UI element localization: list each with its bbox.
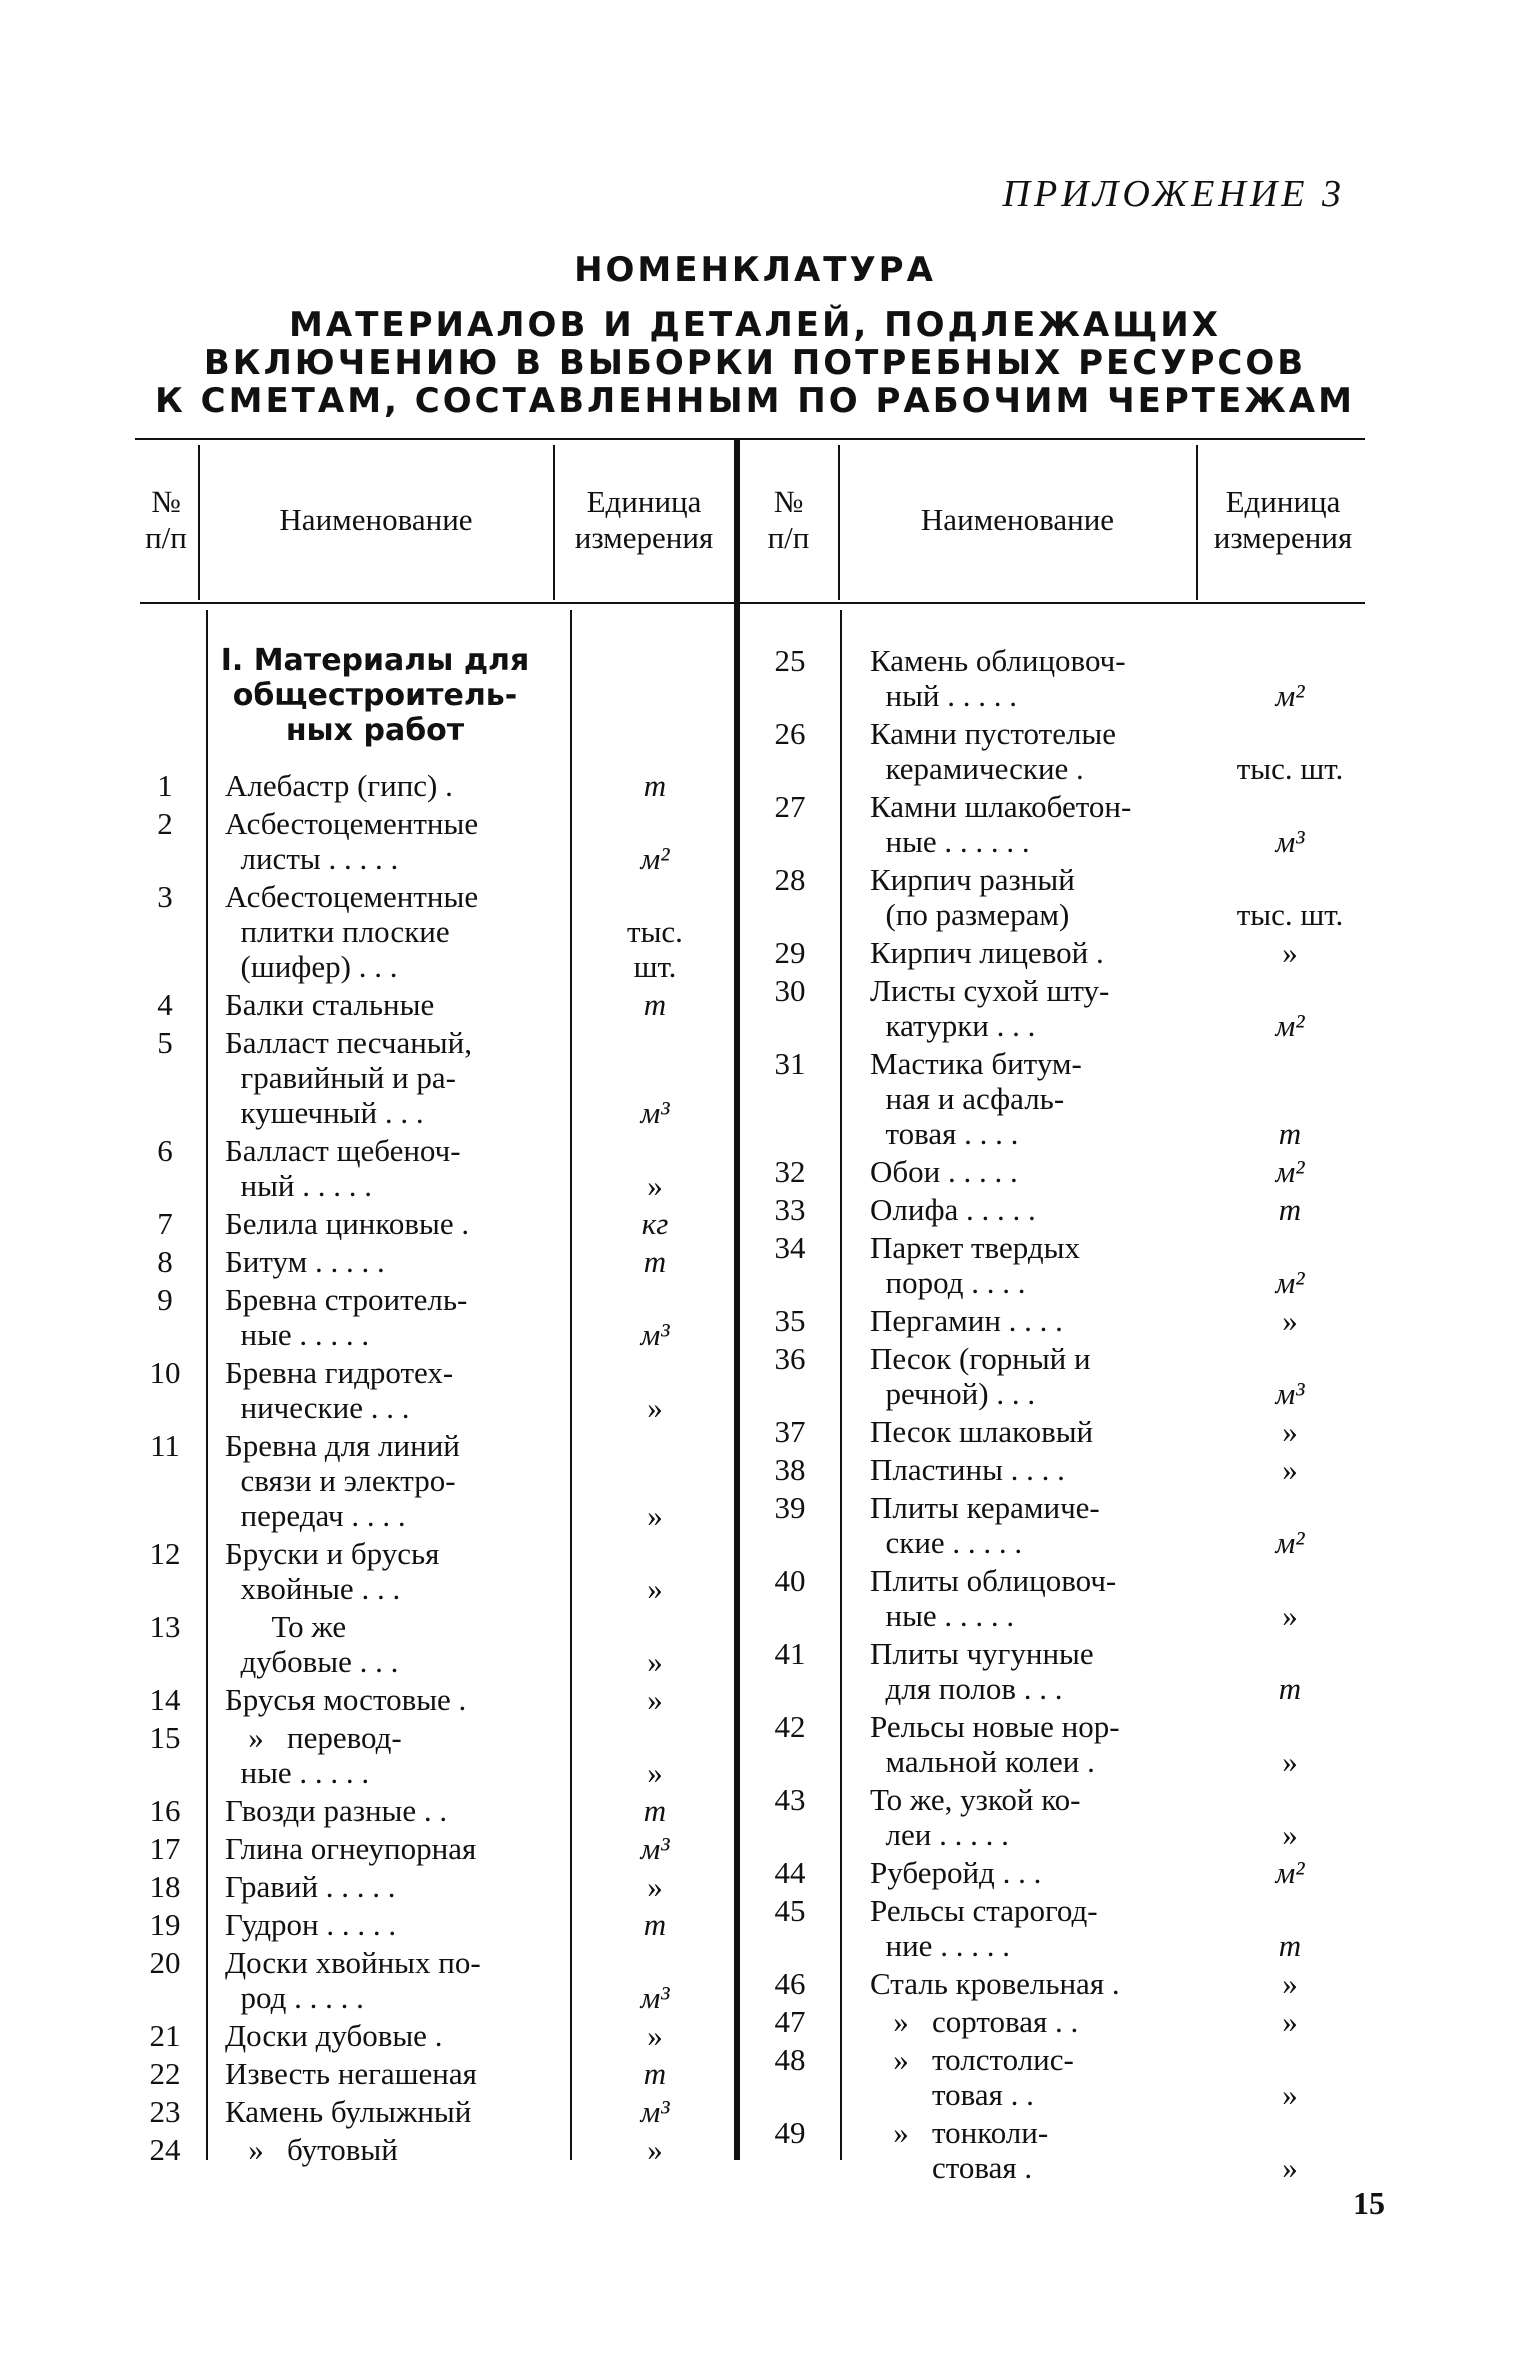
row-unit: м² xyxy=(1275,1525,1305,1560)
row-number: 21 xyxy=(149,2018,181,2053)
body-rule-left xyxy=(206,610,208,2160)
row-unit: тыс. шт. xyxy=(627,914,683,984)
row-number: 35 xyxy=(774,1303,806,1338)
row-unit: т xyxy=(1278,1671,1302,1706)
row-number: 49 xyxy=(774,2115,806,2150)
row-number: 34 xyxy=(774,1230,806,1265)
header-name-left: Наименование xyxy=(279,502,473,537)
row-unit: м² xyxy=(1275,1265,1305,1300)
header-unit-right: Единица измерения xyxy=(1213,484,1353,555)
table-top-rule xyxy=(135,438,1365,440)
row-name: То же, узкой ко- леи . . . . . xyxy=(870,1782,1081,1852)
row-unit: т xyxy=(643,1793,667,1828)
row-number: 3 xyxy=(157,879,173,914)
row-unit: м³ xyxy=(640,1980,670,2015)
row-name: Балласт щебеноч- ный . . . . . xyxy=(225,1133,461,1203)
row-number: 1 xyxy=(157,768,173,803)
row-number: 10 xyxy=(149,1355,181,1390)
row-unit: м³ xyxy=(640,2094,670,2129)
appendix-label: ПРИЛОЖЕНИЕ 3 xyxy=(1002,173,1345,215)
row-name: Камни пустотелые керамические . xyxy=(870,716,1117,786)
row-name: Камень облицовоч- ный . . . . . xyxy=(870,643,1126,713)
row-unit: » xyxy=(647,1390,663,1425)
row-number: 26 xyxy=(774,716,806,751)
row-number: 6 xyxy=(157,1133,173,1168)
row-name: Олифа . . . . . xyxy=(870,1192,1036,1227)
row-unit: м³ xyxy=(1275,824,1305,859)
row-name: Пластины . . . . xyxy=(870,1452,1065,1487)
row-name: Плиты керамиче- ские . . . . . xyxy=(870,1490,1100,1560)
row-number: 41 xyxy=(774,1636,806,1671)
row-number: 8 xyxy=(157,1244,173,1279)
row-number: 13 xyxy=(149,1609,181,1644)
row-name: Глина огнеупорная xyxy=(225,1831,477,1866)
row-number: 7 xyxy=(157,1206,173,1241)
row-unit: » xyxy=(647,2132,663,2167)
row-number: 37 xyxy=(774,1414,806,1449)
row-number: 14 xyxy=(149,1682,181,1717)
row-number: 17 xyxy=(149,1831,181,1866)
row-number: 12 xyxy=(149,1536,181,1571)
row-number: 38 xyxy=(774,1452,806,1487)
row-unit: » xyxy=(1282,1303,1298,1338)
row-number: 11 xyxy=(150,1428,180,1463)
row-unit: т xyxy=(1278,1192,1302,1227)
row-number: 18 xyxy=(149,1869,181,1904)
row-unit: м² xyxy=(640,841,670,876)
row-name: Паркет твердых пород . . . . xyxy=(870,1230,1080,1300)
row-number: 32 xyxy=(774,1154,806,1189)
row-number: 44 xyxy=(774,1855,806,1890)
row-name: Доски хвойных по- род . . . . . xyxy=(225,1945,481,2015)
row-name: Песок (горный и речной) . . . xyxy=(870,1341,1091,1411)
row-name: Асбестоцементные плитки плоские (шифер) . . . xyxy=(225,879,479,984)
row-name: Балки стальные xyxy=(225,987,435,1022)
row-unit: м³ xyxy=(640,1831,670,1866)
row-unit: м² xyxy=(1275,1154,1305,1189)
row-name: » сортовая . . xyxy=(870,2004,1079,2039)
row-name: » тонколи- стовая . xyxy=(893,2115,1049,2185)
row-name: Руберойд . . . xyxy=(870,1855,1042,1890)
row-unit: т xyxy=(643,1244,667,1279)
row-number: 9 xyxy=(157,1282,173,1317)
row-name: Камни шлакобетон- ные . . . . . . xyxy=(870,789,1132,859)
row-unit: » xyxy=(647,1498,663,1533)
header-num-left: № п/п xyxy=(145,484,187,555)
row-unit: » xyxy=(1282,1452,1298,1487)
row-unit: » xyxy=(647,1571,663,1606)
row-unit: м² xyxy=(1275,678,1305,713)
row-name: Пергамин . . . . xyxy=(870,1303,1063,1338)
row-unit: » xyxy=(1282,2150,1298,2185)
row-number: 40 xyxy=(774,1563,806,1598)
row-name: Сталь кровельная . xyxy=(870,1966,1120,2001)
row-unit: м² xyxy=(1275,1008,1305,1043)
row-unit: т xyxy=(643,1907,667,1942)
header-num-right: № п/п xyxy=(767,484,810,555)
row-number: 5 xyxy=(157,1025,173,1060)
body-rule-left-unit xyxy=(570,610,572,2160)
row-number: 27 xyxy=(774,789,806,824)
title-line-1: НОМЕНКЛАТУРА xyxy=(574,250,936,290)
row-name: Рельсы старогод- ние . . . . . xyxy=(870,1893,1098,1963)
row-number: 48 xyxy=(774,2042,806,2077)
row-unit: » xyxy=(647,1869,663,1904)
row-name: » толстолис- товая . . xyxy=(893,2042,1074,2112)
row-name: Гвозди разные . . xyxy=(225,1793,448,1828)
row-name: Бруски и брусья хвойные . . . xyxy=(225,1536,440,1606)
row-number: 2 xyxy=(157,806,173,841)
header-name-right: Наименование xyxy=(920,502,1115,537)
row-name: Мастика битум- ная и асфаль- товая . . . . xyxy=(870,1046,1082,1151)
row-unit: т xyxy=(643,2056,667,2091)
row-number: 28 xyxy=(774,862,806,897)
row-number: 25 xyxy=(774,643,806,678)
row-unit: тыс. шт. xyxy=(1236,751,1344,786)
row-number: 45 xyxy=(774,1893,806,1928)
row-number: 19 xyxy=(149,1907,181,1942)
row-name: » перевод- ные . . . . . xyxy=(240,1720,402,1790)
row-number: 46 xyxy=(774,1966,806,2001)
page-number: 15 xyxy=(1353,2185,1385,2221)
row-name: Гравий . . . . . xyxy=(225,1869,396,1904)
row-unit: » xyxy=(1282,1817,1298,1852)
row-unit: » xyxy=(647,1682,663,1717)
row-name: Рельсы новые нор- мальной колеи . xyxy=(870,1709,1120,1779)
table-header-rule xyxy=(140,602,1365,604)
row-name: Доски дубовые . xyxy=(225,2018,443,2053)
row-number: 47 xyxy=(774,2004,806,2039)
row-number: 33 xyxy=(774,1192,806,1227)
row-unit: м³ xyxy=(640,1095,670,1130)
row-name: Битум . . . . . xyxy=(225,1244,385,1279)
row-number: 23 xyxy=(149,2094,181,2129)
row-unit: т xyxy=(1278,1928,1302,1963)
title-line-4: К СМЕТАМ, СОСТАВЛЕННЫМ ПО РАБОЧИМ ЧЕРТЕЖАМ xyxy=(155,381,1355,421)
column-center-rule xyxy=(734,440,740,2160)
row-name: Брусья мостовые . xyxy=(225,1682,467,1717)
row-name: Кирпич лицевой . xyxy=(870,935,1104,970)
row-number: 39 xyxy=(774,1490,806,1525)
row-name: Асбестоцементные листы . . . . . xyxy=(225,806,479,876)
row-number: 30 xyxy=(774,973,806,1008)
row-name: Бревна строитель- ные . . . . . xyxy=(225,1282,468,1352)
row-number: 31 xyxy=(774,1046,806,1081)
row-unit: кг xyxy=(641,1206,669,1241)
row-number: 16 xyxy=(149,1793,181,1828)
title-line-2: МАТЕРИАЛОВ И ДЕТАЛЕЙ, ПОДЛЕЖАЩИХ xyxy=(289,305,1221,345)
row-unit: » xyxy=(647,2018,663,2053)
row-unit: тыс. шт. xyxy=(1236,897,1344,932)
row-number: 4 xyxy=(157,987,173,1022)
row-number: 42 xyxy=(774,1709,806,1744)
row-name: Известь негашеная xyxy=(225,2056,477,2091)
row-unit: » xyxy=(1282,1598,1298,1633)
row-unit: » xyxy=(647,1755,663,1790)
row-unit: » xyxy=(1282,1966,1298,2001)
row-name: » бутовый xyxy=(225,2132,398,2167)
row-unit: » xyxy=(1282,935,1298,970)
section-heading: I. Материалы для общестроитель- ных работ xyxy=(220,643,530,748)
row-unit: т xyxy=(643,768,667,803)
row-number: 15 xyxy=(149,1720,181,1755)
row-name: Плиты чугунные для полов . . . xyxy=(870,1636,1094,1706)
row-number: 36 xyxy=(774,1341,806,1376)
row-unit: т xyxy=(643,987,667,1022)
row-unit: м³ xyxy=(1275,1376,1305,1411)
row-name: Камень булыжный xyxy=(225,2094,472,2129)
row-number: 22 xyxy=(149,2056,181,2091)
row-name: Обои . . . . . xyxy=(870,1154,1018,1189)
row-number: 24 xyxy=(149,2132,181,2167)
row-unit: » xyxy=(1282,2004,1298,2039)
row-number: 20 xyxy=(149,1945,181,1980)
row-name: Кирпич разный (по размерам) xyxy=(870,862,1075,932)
row-unit: м² xyxy=(1275,1855,1305,1890)
row-unit: » xyxy=(647,1644,663,1679)
row-number: 29 xyxy=(774,935,806,970)
row-name: Гудрон . . . . . xyxy=(225,1907,397,1942)
row-name: Песок шлаковый xyxy=(870,1414,1094,1449)
row-unit: м³ xyxy=(640,1317,670,1352)
title-line-3: ВКЛЮЧЕНИЮ В ВЫБОРКИ ПОТРЕБНЫХ РЕСУРСОВ xyxy=(203,343,1307,383)
row-name: Плиты облицовоч- ные . . . . . xyxy=(870,1563,1117,1633)
row-unit: » xyxy=(647,1168,663,1203)
row-name: Листы сухой шту- катурки . . . xyxy=(870,973,1110,1043)
row-unit: » xyxy=(1282,2077,1298,2112)
row-unit: » xyxy=(1282,1414,1298,1449)
row-unit: т xyxy=(1278,1116,1302,1151)
row-name: То же дубовые . . . xyxy=(240,1609,399,1679)
row-name: Алебастр (гипс) . xyxy=(225,768,453,803)
row-unit: » xyxy=(1282,1744,1298,1779)
row-number: 43 xyxy=(774,1782,806,1817)
body-rule-right xyxy=(840,610,842,2160)
row-name: Белила цинковые . xyxy=(225,1206,470,1241)
row-name: Бревна для линий связи и электро- передач . . . . xyxy=(225,1428,460,1533)
header-unit-left: Единица измерения xyxy=(574,484,714,555)
row-name: Балласт песчаный, гравийный и ра- кушечный . . . xyxy=(225,1025,472,1130)
row-name: Бревна гидротех- нические . . . xyxy=(225,1355,454,1425)
